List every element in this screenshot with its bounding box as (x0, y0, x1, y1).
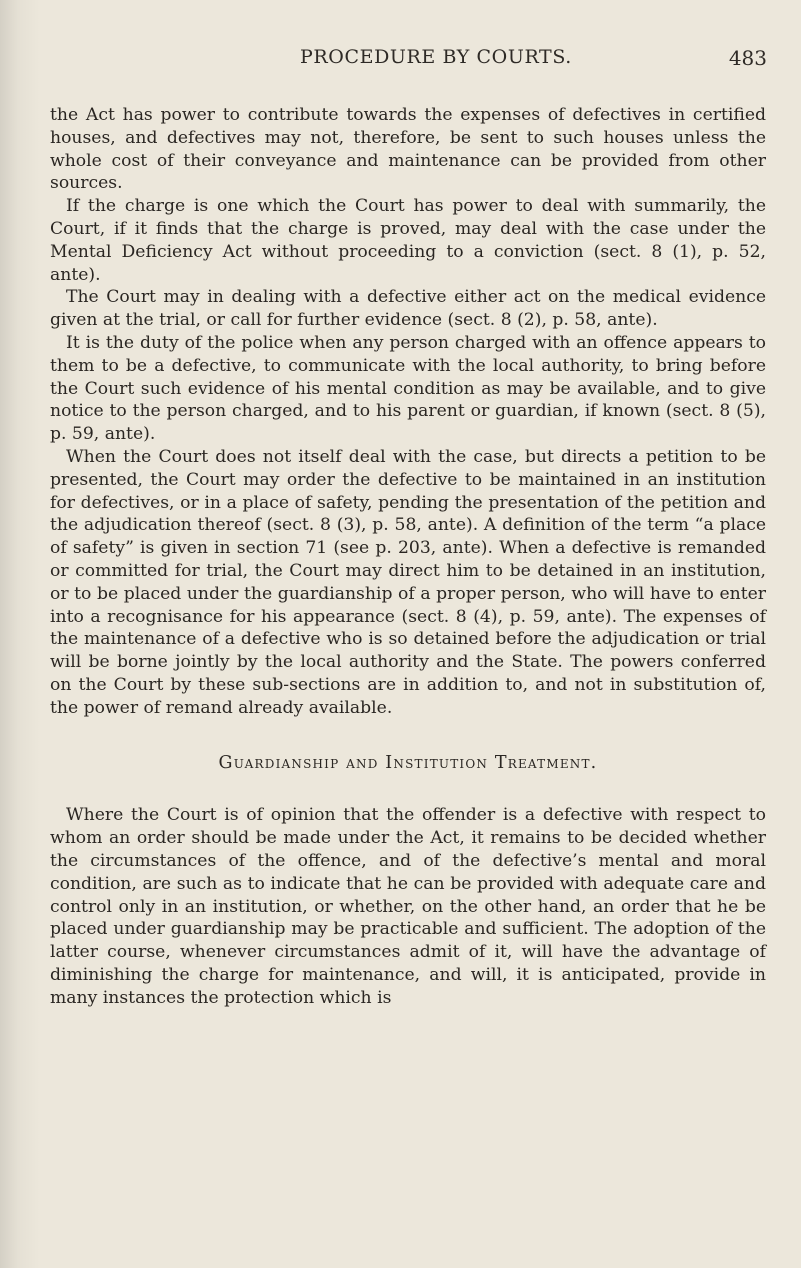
paragraph-police-duty: It is the duty of the police when any person charged with an offence appears to them to be a defective, to communicate with the local authority, to bring before the Court such evidence of his mental condition as may be available, and to give notice to the person charged, and to his parent or guardian, if known (sect. 8 (5), p. 59, ante). (50, 332, 766, 445)
paragraph-continuation: the Act has power to contribute towards the expenses of defectives in certified houses, and defectives may not, therefore, be sent to such houses unless the whole cost of their conveyance and maintenance can be provided from other sources. (50, 105, 766, 194)
paragraph-petition: When the Court does not itself deal with the case, but directs a petition to be presented, the Court may order the defective to be maintained in an institution for defectives, or in a place of safety, pending the presentation of the petition and the adjudication thereof (sect. 8 (3), p. 58, ante). A definition of the term “a place of safety” is given in section 71 (see p. 203, ante). When a defective is remanded or committed for trial, the Court may direct him to be detained in an institution, or to be placed under the guardianship of a proper person, who will have to enter into a recognisance for his appearance (sect. 8 (4), p. 59, ante). The expenses of the maintenance of a defective who is so detained before the adjudication or trial will be borne jointly by the local authority and the State. The powers conferred on the Court by these sub-sections are in addition to, and not in substitution of, the power of remand already available. (50, 446, 766, 718)
page-header (0, 46, 801, 76)
body-text (50, 104, 766, 1009)
paragraph-guardianship: Where the Court is of opinion that the offender is a defective with respect to whom an order should be made under the Act, it remains to be decided whether the circumstances of the offence, and of the defective’s mental and moral condition, are such as to indicate that he can be provided with adequate care and control only in an institution, or whether, on the other hand, an order that he be placed under guardianship may be practicable and sufficient. The adoption of the latter course, whenever circumstances admit of it, will have the advantage of diminishing the charge for maintenance, and will, it is anticipated, provide in many instances the protection which is (50, 805, 766, 1008)
page-number: 483 (728, 46, 767, 70)
paragraph-summary-jurisdiction: If the charge is one which the Court has power to deal with summarily, the Court, if it finds that the charge is proved, may deal with the case under the Mental Deficiency Act without proceeding to a conviction (sect. 8 (1), p. 52, ante). (50, 196, 766, 285)
running-title: PROCEDURE BY COURTS. (300, 46, 572, 68)
paragraph-medical-evidence: The Court may in dealing with a defective either act on the medical evidence given at the trial, or call for further evidence (sect. 8 (2), p. 58, ante). (50, 287, 766, 331)
section-heading: Guardianship and Institution Treatment. (218, 752, 598, 773)
